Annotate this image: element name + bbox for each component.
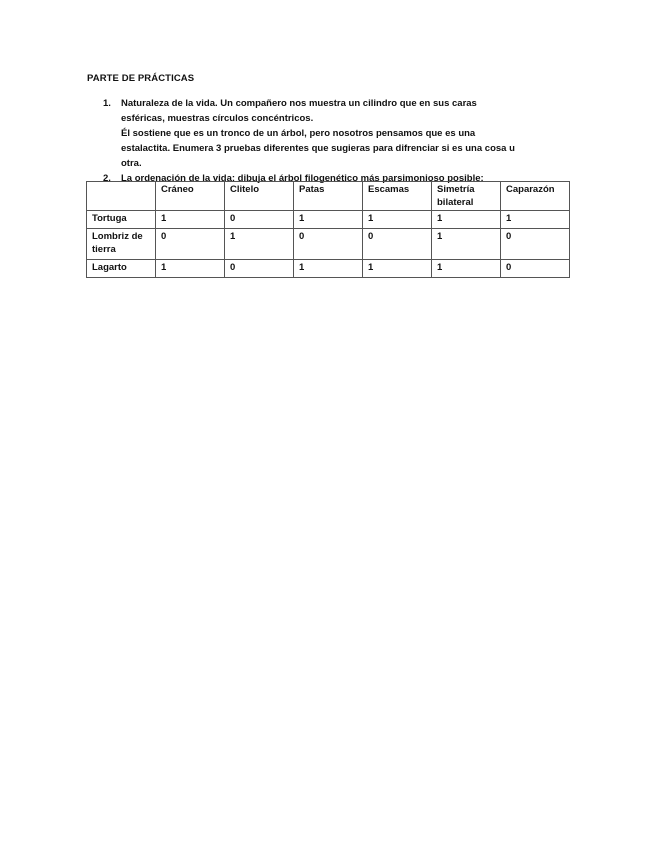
table-cell: 1 xyxy=(501,211,570,229)
question-text: La ordenación de la vida: dibuja el árbol filogenético más parsimonioso posible: xyxy=(121,173,484,184)
table-header-cell: Escamas xyxy=(363,182,432,211)
traits-table xyxy=(86,181,570,278)
table-cell: 0 xyxy=(501,260,570,278)
table-cell: 0 xyxy=(156,229,225,260)
table-header-cell: Simetría bilateral xyxy=(432,182,501,211)
table-cell: 0 xyxy=(294,229,363,260)
table-cell: 1 xyxy=(432,211,501,229)
table-cell: Lombriz de tierra xyxy=(87,229,156,260)
table-cell: 1 xyxy=(432,260,501,278)
table-header-cell: Caparazón xyxy=(501,182,570,211)
table-header-cell: Clitelo xyxy=(225,182,294,211)
table-cell: 1 xyxy=(156,260,225,278)
table-cell: 1 xyxy=(156,211,225,229)
table-cell: 1 xyxy=(294,260,363,278)
question-item xyxy=(103,96,523,171)
question-list xyxy=(103,96,523,186)
table-cell: 0 xyxy=(225,260,294,278)
table-cell: 1 xyxy=(294,211,363,229)
question-number: 1. xyxy=(103,98,111,109)
table-cell: 1 xyxy=(363,260,432,278)
table-cell: Tortuga xyxy=(87,211,156,229)
table-cell: 1 xyxy=(363,211,432,229)
table-cell: 1 xyxy=(432,229,501,260)
table-row xyxy=(87,260,570,278)
table-header-cell: Patas xyxy=(294,182,363,211)
table-header-cell xyxy=(87,182,156,211)
table-cell: 0 xyxy=(501,229,570,260)
table-cell: 0 xyxy=(363,229,432,260)
table-row xyxy=(87,229,570,260)
table-cell: Lagarto xyxy=(87,260,156,278)
question-text: Él sostiene que es un tronco de un árbol, pero nosotros pensamos que es una estalactita. Enumera 3 pruebas diferentes que sugieras para difrenciar si es una cosa u otra. xyxy=(121,128,515,169)
table-row xyxy=(87,211,570,229)
table-cell: 0 xyxy=(225,211,294,229)
question-number: 2. xyxy=(103,173,111,184)
table-header-cell: Cráneo xyxy=(156,182,225,211)
section-heading: PARTE DE PRÁCTICAS xyxy=(87,73,195,84)
question-text: Naturaleza de la vida. Un compañero nos muestra un cilindro que en sus caras esféricas, muestras círculos concéntricos. xyxy=(121,98,477,124)
table-header-row xyxy=(87,182,570,211)
table-cell: 1 xyxy=(225,229,294,260)
